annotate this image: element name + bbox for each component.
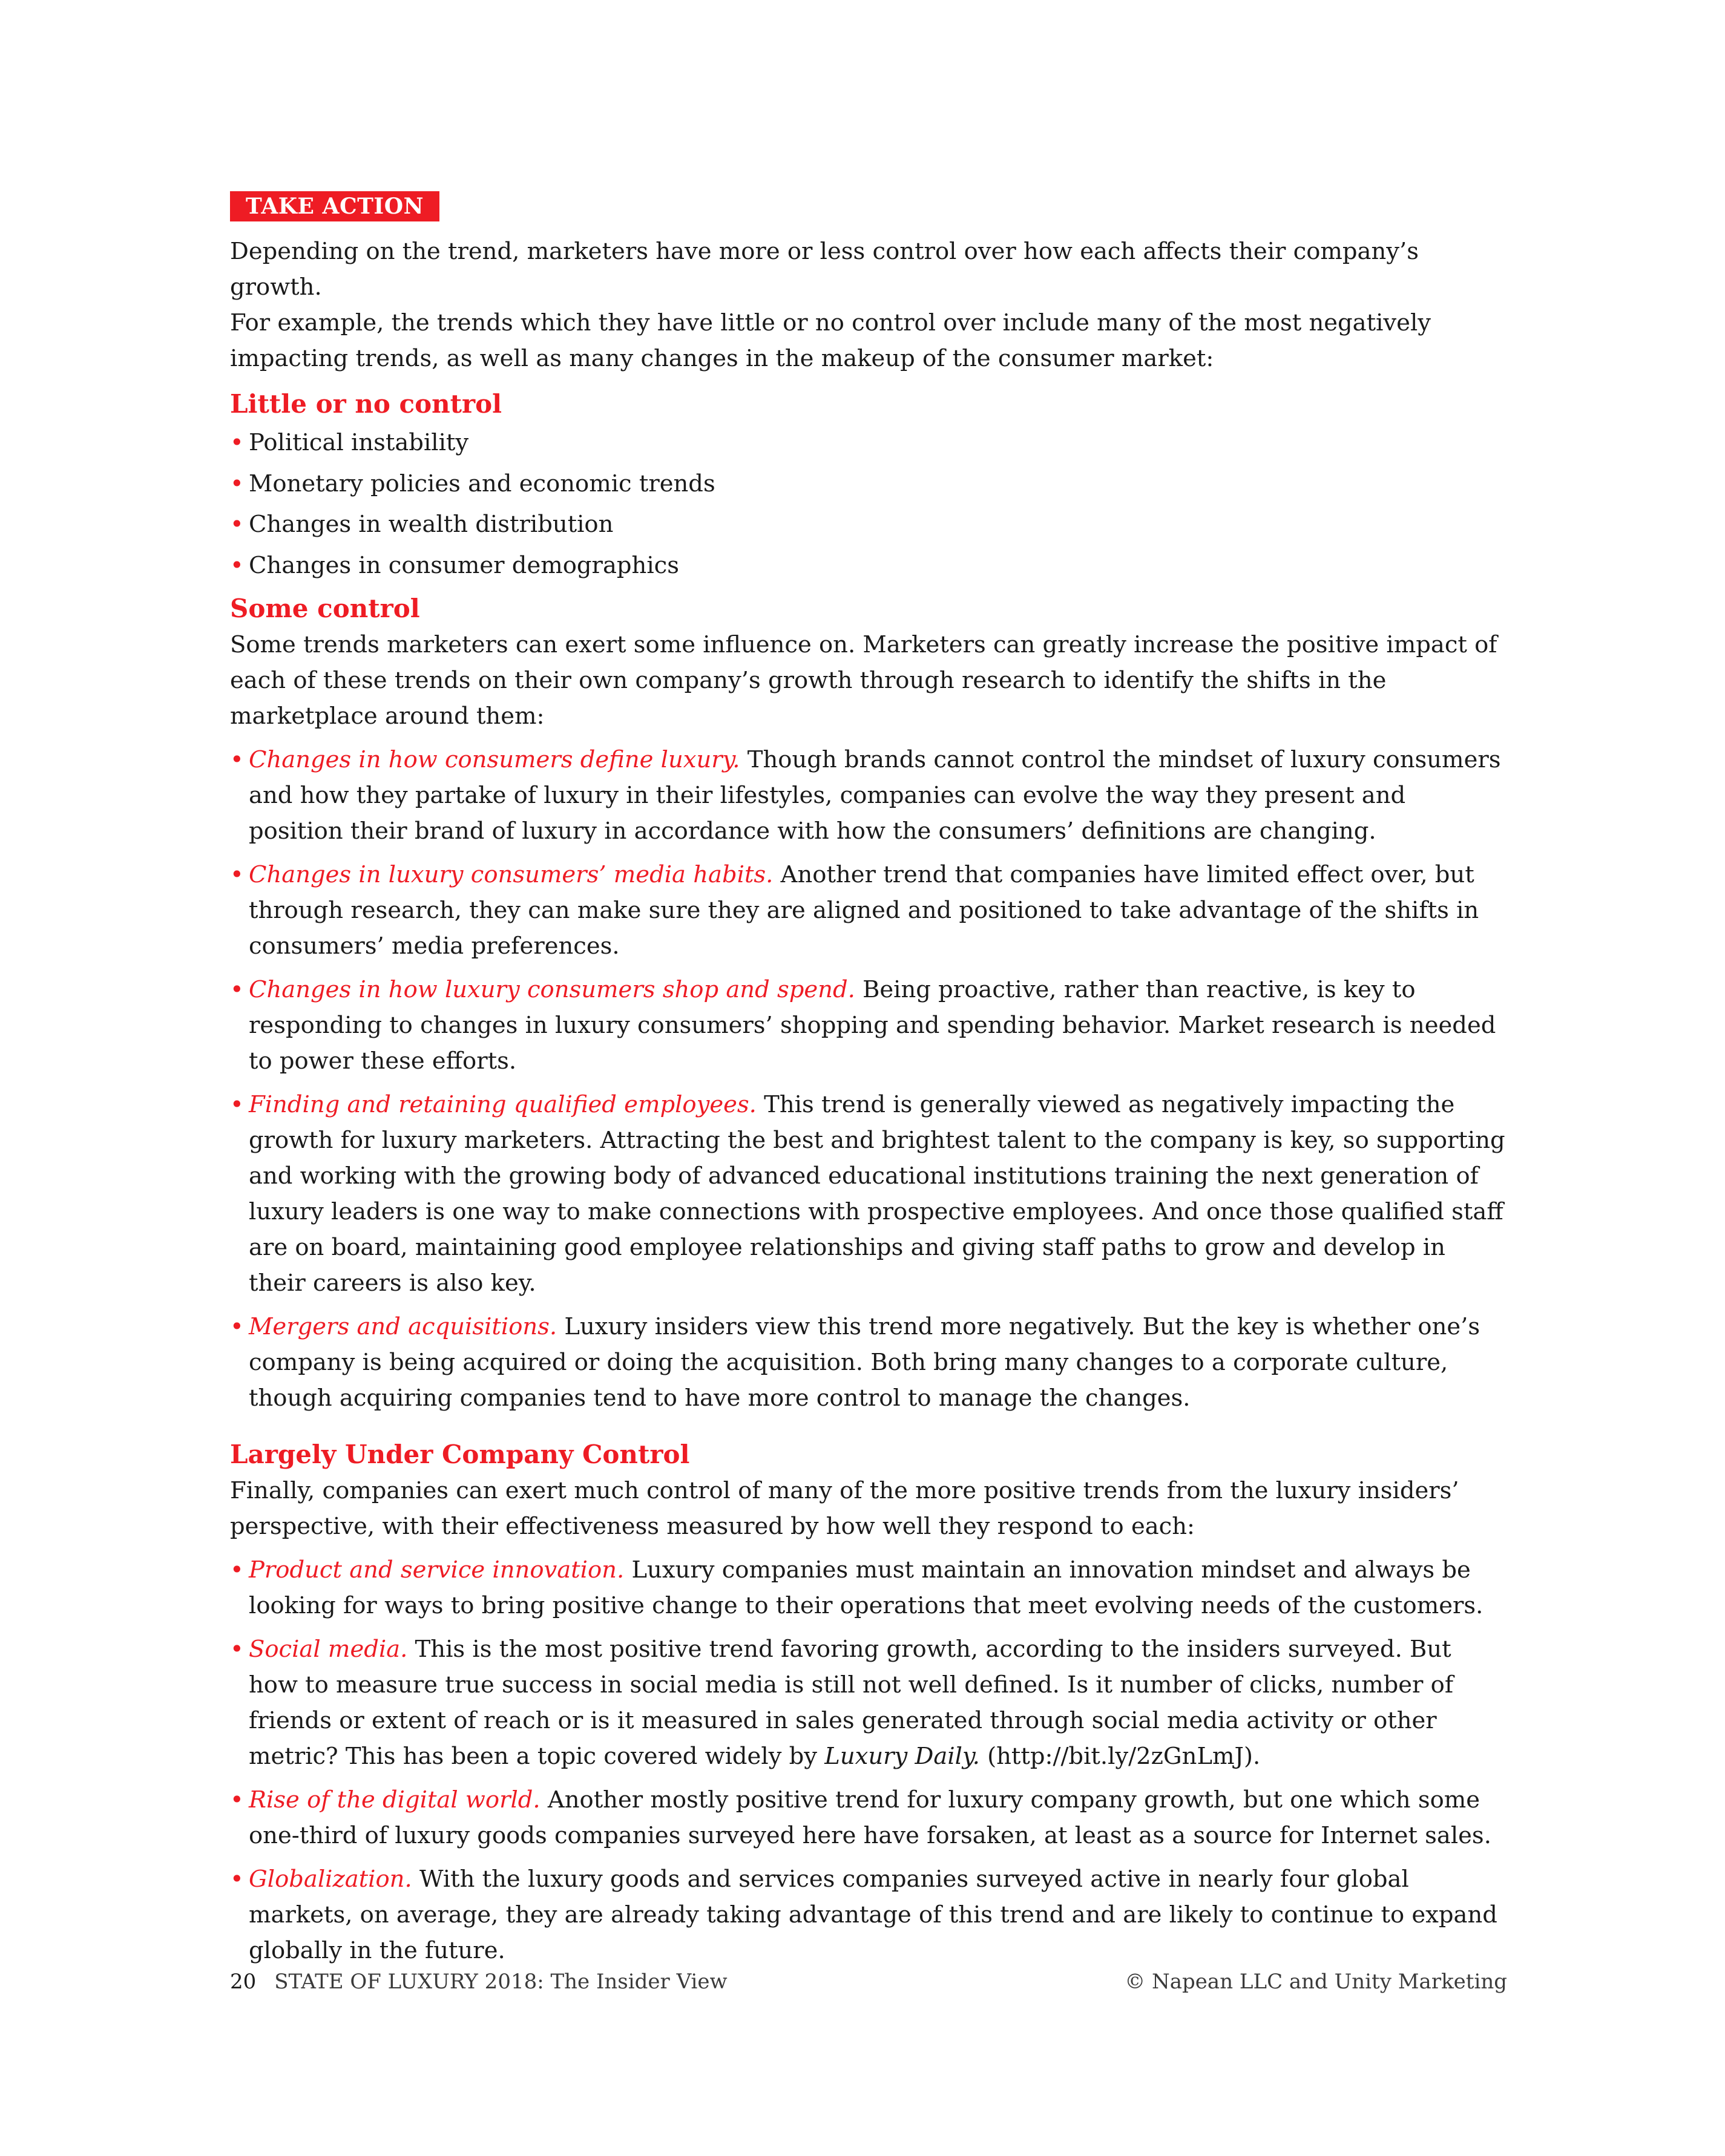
- section-heading-some-control: Some control: [230, 594, 420, 623]
- item-title: Product and service innovation.: [249, 1556, 625, 1584]
- page-content: [230, 191, 1507, 1968]
- page-footer: [230, 1967, 1507, 1997]
- item-title: Social media.: [249, 1636, 408, 1663]
- item-link-text: (http://bit.ly/2zGnLmJ).: [979, 1743, 1261, 1770]
- intro-line-1: Depending on the trend, marketers have more or less control over how each affects their company’s growth.: [230, 238, 1419, 301]
- intro-line-2: For example, the trends which they have little or no control over include many of the most negatively impacting trends, as well as many changes in the makeup of the consumer market:: [230, 309, 1431, 372]
- bullet-icon: •: [230, 1866, 244, 1893]
- item-text: Luxury insiders view this trend more negatively. But the key is whether one’s company is being acquired or doing the acquisition. Both bring many changes to a corporate culture, though acquiring companies tend to have more control to manage the changes.: [249, 1313, 1480, 1412]
- bullet-icon: •: [230, 1313, 244, 1340]
- item-text: This trend is generally viewed as negatively impacting the growth for luxury marketers. Attracting the best and brightest talent to the company is key, so supporting and working with the growing body of advanced educational institutions training the next generation of luxury leaders is one way to make connections with prospective employees. And once those qualified staff are on board, maintaining good employee relationships and giving staff paths to grow and develop in their careers is also key.: [249, 1091, 1505, 1297]
- list-item: [230, 972, 1507, 1079]
- item-text: Being proactive, rather than reactive, is key to responding to changes in luxury consumers’ shopping and spending behavior. Market research is needed to power these efforts.: [249, 976, 1496, 1075]
- bullet-icon: •: [230, 1636, 244, 1663]
- take-action-tag: TAKE ACTION: [230, 191, 439, 221]
- list-item: • Political instability: [230, 422, 1507, 464]
- list-item: • Monetary policies and economic trends: [230, 464, 1507, 505]
- list-item: [230, 857, 1507, 964]
- bullet-icon: •: [230, 511, 244, 538]
- little-control-list: [230, 422, 1507, 586]
- list-item: [230, 742, 1507, 849]
- item-text: Another trend that companies have limited effect over, but through research, they can make sure they are aligned and positioned to take advantage of the shifts in consumers’ media preferences.: [249, 861, 1479, 960]
- bullet-icon: •: [230, 1091, 244, 1118]
- bullet-icon: •: [230, 1786, 244, 1814]
- bullet-icon: •: [230, 470, 244, 497]
- list-item: [230, 1552, 1507, 1624]
- page-number: 20: [230, 1970, 257, 1994]
- item-text: Another mostly positive trend for luxury company growth, but one which some one-third of luxury goods companies surveyed here have forsaken, at least as a source for Internet sales.: [249, 1786, 1491, 1849]
- list-item: [230, 1782, 1507, 1853]
- largely-control-list: [230, 1552, 1507, 1968]
- item-text: This is the most positive trend favoring growth, according to the insiders surveyed. But how to measure true success in social media is still not well defined. Is it number of clicks, number of friends or extent of reach or is it measured in sales generated through social media activity or other metric? This has been a topic covered widely by: [249, 1636, 1454, 1770]
- item-title: Globalization.: [249, 1866, 412, 1893]
- item-text: With the luxury goods and services companies surveyed active in nearly four global markets, on average, they are already taking advantage of this trend and are likely to continue to expand globally in the future.: [249, 1866, 1497, 1964]
- list-item: • Changes in wealth distribution: [230, 504, 1507, 545]
- some-control-list: [230, 742, 1507, 1416]
- section-heading-little-control: Little or no control: [230, 389, 502, 419]
- item-text: Though brands cannot control the mindset of luxury consumers and how they partake of luxury in their lifestyles, companies can evolve the way they present and position their brand of luxury in accordance with how the consumers’ definitions are changing.: [249, 746, 1501, 845]
- bullet-icon: •: [230, 1556, 244, 1584]
- list-item: [230, 1309, 1507, 1416]
- bullet-icon: •: [230, 551, 244, 579]
- list-item: • Changes in consumer demographics: [230, 545, 1507, 586]
- bullet-icon: •: [230, 861, 244, 888]
- item-title: Finding and retaining qualified employees.: [249, 1091, 757, 1118]
- intro-paragraph: [230, 234, 1507, 376]
- item-title: Changes in how consumers define luxury.: [249, 746, 740, 773]
- item-text: Luxury companies must maintain an innovation mindset and always be looking for ways to bring positive change to their operations that meet evolving needs of the customers.: [249, 1556, 1484, 1619]
- item-title: Mergers and acquisitions.: [249, 1313, 557, 1340]
- largely-control-intro: Finally, companies can exert much control of many of the more positive trends from the luxury insiders’ perspective, with their effectiveness measured by how well they respond to each:: [230, 1477, 1459, 1540]
- bullet-icon: •: [230, 976, 244, 1003]
- list-item: [230, 1087, 1507, 1301]
- list-item: [230, 1631, 1507, 1774]
- footer-title: STATE OF LUXURY 2018: The Insider View: [274, 1970, 728, 1994]
- bullet-icon: •: [230, 746, 244, 773]
- section-heading-largely-control: Largely Under Company Control: [230, 1440, 690, 1469]
- item-title: Changes in how luxury consumers shop and spend.: [249, 976, 855, 1003]
- item-title: Rise of the digital world.: [249, 1786, 540, 1814]
- item-title: Changes in luxury consumers’ media habits.: [249, 861, 774, 888]
- list-item: [230, 1861, 1507, 1968]
- some-control-intro: Some trends marketers can exert some influence on. Marketers can greatly increase the positive impact of each of these trends on their own company’s growth through research to identify the shifts in the marketplace around them:: [230, 631, 1497, 730]
- footer-copyright: © Napean LLC and Unity Marketing: [1125, 1970, 1507, 1994]
- publication-name: Luxury Daily.: [824, 1743, 980, 1770]
- bullet-icon: •: [230, 429, 244, 456]
